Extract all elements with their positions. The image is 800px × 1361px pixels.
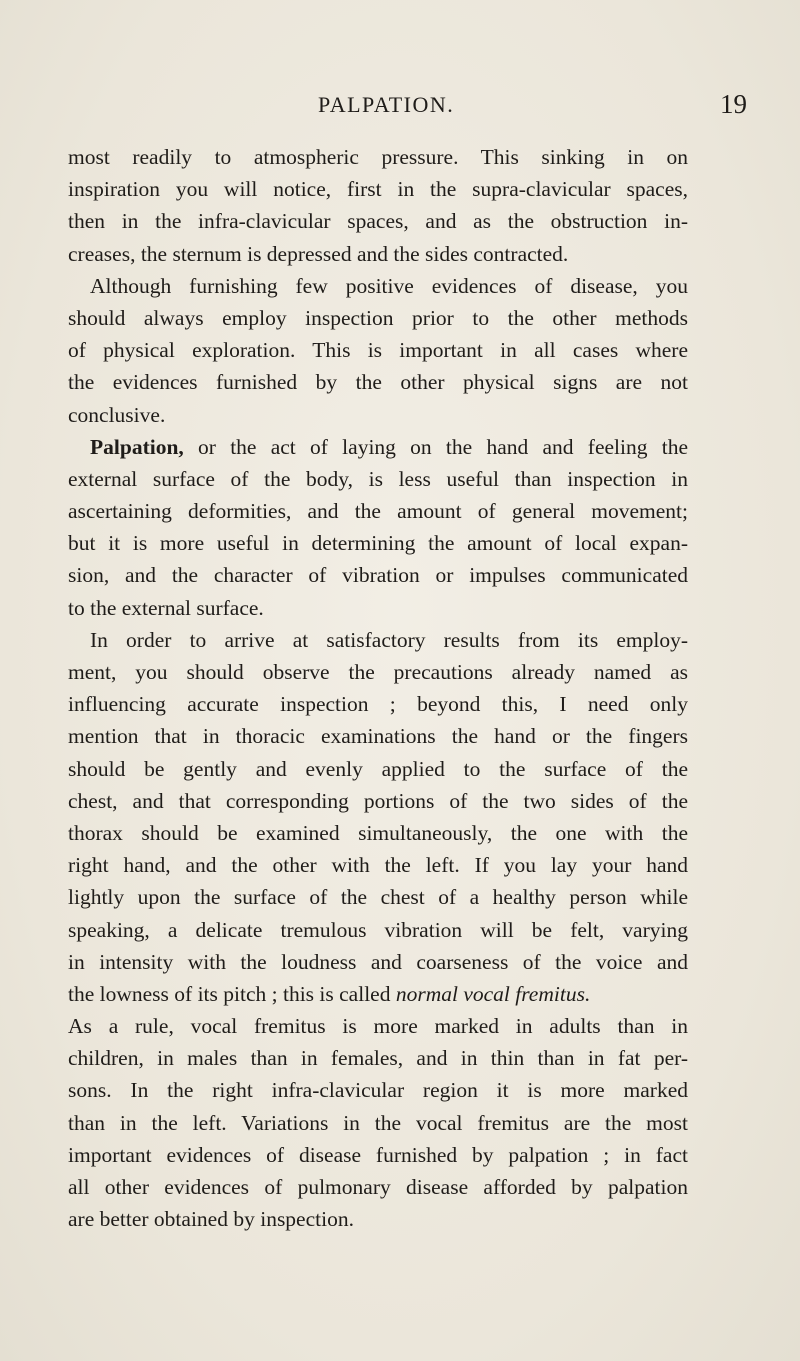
palpation-paragraph-start xyxy=(68,431,688,463)
text-line: In order to arrive at satisfactory results from its employ- xyxy=(90,627,688,652)
text-line: to the external surface. xyxy=(68,595,264,620)
running-head xyxy=(0,89,800,132)
text-line-with-term xyxy=(68,978,688,1010)
text-line: speaking, a delicate tremulous vibration will be felt, varying xyxy=(68,917,688,942)
text-line: mention that in thoracic examinations the hand or the fingers xyxy=(68,724,688,749)
line-lead: the lowness of its pitch ; this is called xyxy=(68,981,391,1006)
text-line: in intensity with the loudness and coarseness of the voice and xyxy=(68,949,688,974)
palpation-lead-rest: or the act of laying on the hand and feeling the xyxy=(183,434,688,459)
text-line: Although furnishing few positive evidences of disease, you xyxy=(90,273,688,298)
text-line: but it is more useful in determining the amount of local expan- xyxy=(68,531,688,556)
text-line: right hand, and the other with the left. If you lay your hand xyxy=(68,853,688,878)
text-line: conclusive. xyxy=(68,402,166,427)
term-normal-vocal-fremitus: normal vocal fremitus. xyxy=(395,981,591,1006)
text-line: sons. In the right infra-clavicular region it is more marked xyxy=(68,1078,688,1103)
text-line: should always employ inspection prior to the other methods xyxy=(68,305,688,330)
text-line: sion, and the character of vibration or impulses communicated xyxy=(68,563,688,588)
text-line: are better obtained by inspection. xyxy=(68,1207,354,1232)
text-line: influencing accurate inspection ; beyond this, I need only xyxy=(68,692,688,717)
text-line: creases, the sternum is depressed and the sides contracted. xyxy=(68,241,569,266)
text-line: ment, you should observe the precautions already named as xyxy=(68,660,688,684)
text-line: children, in males than in females, and in thin than in fat per- xyxy=(68,1046,688,1071)
text-line: inspiration you will notice, first in the supra-clavicular spaces, xyxy=(68,177,688,202)
palpation-lead-word: Palpation, xyxy=(90,434,184,459)
text-line: lightly upon the surface of the chest of a healthy person while xyxy=(68,885,688,910)
running-title: PALPATION. xyxy=(318,92,455,117)
text-line: thorax should be examined simultaneously, the one with the xyxy=(68,820,688,845)
text-line: As a rule, vocal fremitus is more marked in adults than in xyxy=(68,1014,688,1039)
text-line: then in the infra-clavicular spaces, and as the obstruction in- xyxy=(68,209,688,234)
text-line: of physical exploration. This is important in all cases where xyxy=(68,338,688,363)
page-number: 19 xyxy=(720,89,747,119)
text-line: important evidences of disease furnished by palpation ; in fact xyxy=(68,1142,688,1167)
text-line: external surface of the body, is less useful than inspection in xyxy=(68,466,688,491)
body-text xyxy=(68,141,688,1235)
text-line: than in the left. Variations in the vocal fremitus are the most xyxy=(68,1110,688,1135)
text-line: the evidences furnished by the other physical signs are not xyxy=(68,370,688,395)
text-line: chest, and that corresponding portions of the two sides of the xyxy=(68,788,688,813)
text-line: should be gently and evenly applied to the surface of the xyxy=(68,756,688,781)
text-line: ascertaining deformities, and the amount of general movement; xyxy=(68,499,688,524)
text-line: most readily to atmospheric pressure. This sinking in on xyxy=(68,145,688,169)
text-line: all other evidences of pulmonary disease afforded by palpation xyxy=(68,1175,688,1199)
